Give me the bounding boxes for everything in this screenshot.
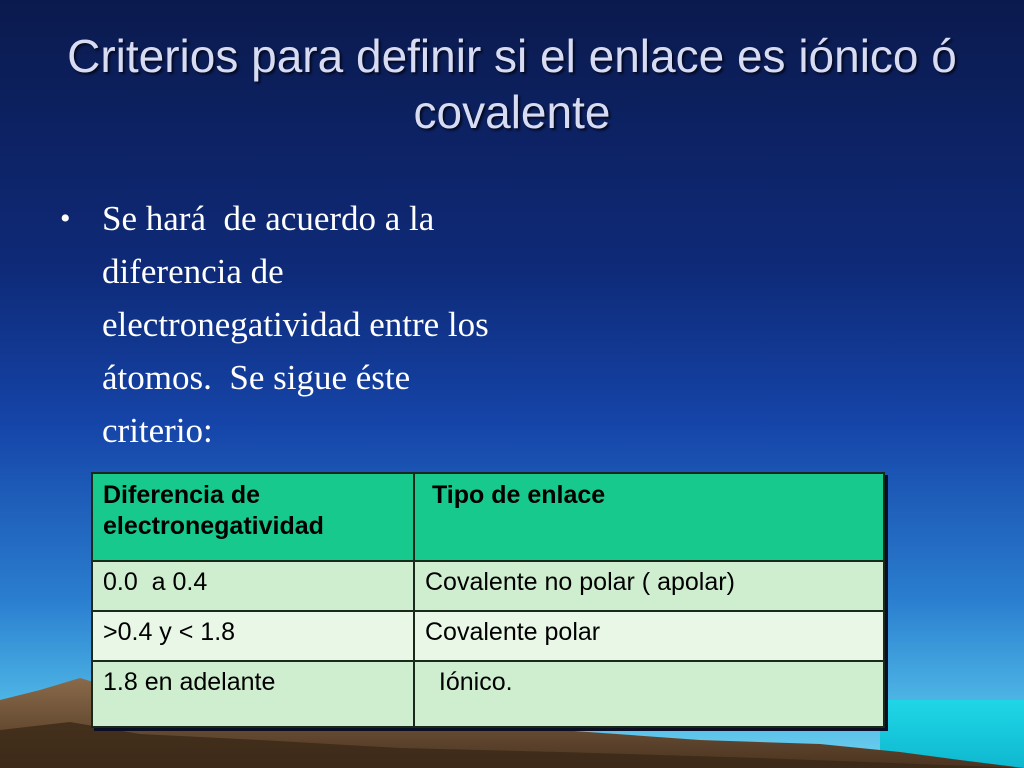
bullet-text: Se hará de acuerdo a la diferencia de electronegatividad entre los átomos. Se sigue éste criterio: bbox=[102, 199, 498, 450]
cell-difference: >0.4 y < 1.8 bbox=[92, 611, 414, 661]
cell-bond-type: Covalente no polar ( apolar) bbox=[414, 561, 884, 611]
electronegativity-criteria-table bbox=[91, 472, 885, 728]
bullet-marker: • bbox=[60, 202, 71, 235]
cell-bond-type: Iónico. bbox=[414, 661, 884, 727]
cell-bond-type: Covalente polar bbox=[414, 611, 884, 661]
bullet-paragraph bbox=[60, 192, 510, 457]
cell-difference: 1.8 en adelante bbox=[92, 661, 414, 727]
table-row bbox=[92, 561, 884, 611]
header-bond-type: Tipo de enlace bbox=[414, 473, 884, 561]
table-header-row bbox=[92, 473, 884, 561]
slide-title: Criterios para definir si el enlace es iónico ó covalente bbox=[67, 30, 957, 138]
table-row bbox=[92, 661, 884, 727]
table-row bbox=[92, 611, 884, 661]
cell-difference: 0.0 a 0.4 bbox=[92, 561, 414, 611]
header-difference: Diferencia de electronegatividad bbox=[92, 473, 414, 561]
